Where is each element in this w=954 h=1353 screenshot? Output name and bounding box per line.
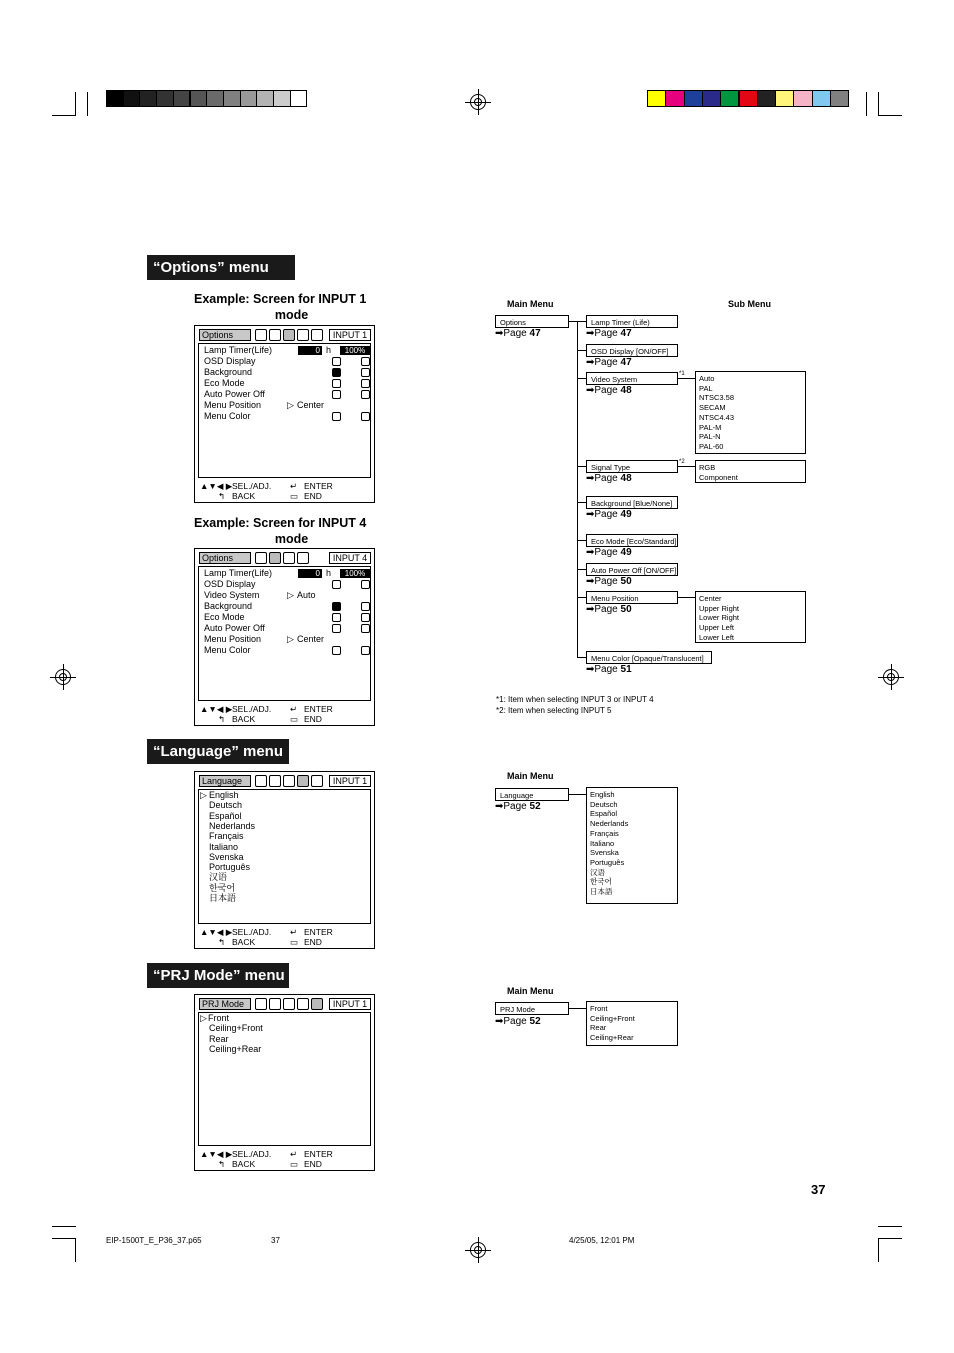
crop-mark xyxy=(75,1238,76,1262)
arrow-keys-icon: ▲▼◀ ▶ xyxy=(200,927,233,937)
enter-icon: ↵ xyxy=(290,1149,298,1159)
crop-mark xyxy=(878,1238,879,1262)
osd-row: Background xyxy=(204,601,253,611)
osd-row: Eco Mode xyxy=(204,378,245,388)
options-tab-icon xyxy=(283,329,295,341)
submenu-option: Lower Left xyxy=(699,632,735,642)
prj-mode-menu-heading: “PRJ Mode” menu xyxy=(147,963,289,988)
osd-row: Auto Power Off xyxy=(204,623,265,633)
osd-tab-name: PRJ Mode xyxy=(199,998,251,1010)
arrow-keys-icon: ▲▼◀ ▶ xyxy=(200,481,233,491)
example-input1-line2: mode xyxy=(274,308,309,322)
tree-connector xyxy=(577,657,586,658)
osd-option: Español xyxy=(209,810,242,821)
submenu-option: NTSC3.58 xyxy=(699,393,735,403)
back-label: BACK xyxy=(232,714,256,724)
registration-target-icon xyxy=(55,669,71,685)
page-reference: ➡Page 51 xyxy=(586,664,632,675)
tree-connector xyxy=(677,597,695,598)
osd-row: Video System xyxy=(204,590,260,600)
options-tab-icon xyxy=(269,552,281,564)
fine-sync-tab-icon xyxy=(269,998,281,1010)
auto-power-off-on-icon xyxy=(332,390,341,399)
main-menu-label: Main Menu xyxy=(507,299,554,309)
menu-position-value: Center xyxy=(297,400,325,410)
lamp-life-percent: 100% xyxy=(340,569,370,578)
page-reference: ➡Page 50 xyxy=(586,576,632,587)
osd-option: 日本語 xyxy=(209,893,237,903)
language-main-box: Language xyxy=(495,788,569,801)
submenu-item-box: Video System xyxy=(586,372,678,385)
input-indicator: INPUT 4 xyxy=(329,552,371,564)
osd-prj-mode xyxy=(194,994,375,1171)
osd-language xyxy=(194,771,375,949)
input-indicator: INPUT 1 xyxy=(329,775,371,787)
language-list xyxy=(198,789,371,924)
footnote-2: *2: Item when selecting INPUT 5 xyxy=(496,706,612,715)
registration-target-icon xyxy=(883,669,899,685)
options-page-ref: ➡Page 47 xyxy=(495,328,541,339)
osd-option: Svenska xyxy=(209,851,244,862)
color-swatch xyxy=(190,90,208,107)
crop-mark xyxy=(878,1238,902,1239)
osd-row: Eco Mode xyxy=(204,612,245,622)
main-menu-label: Main Menu xyxy=(507,771,554,781)
color-swatch xyxy=(223,90,241,107)
example-input4-line1: Example: Screen for INPUT 4 xyxy=(194,516,367,530)
main-menu-label: Main Menu xyxy=(507,986,554,996)
arrow-keys-icon: ▲▼◀ ▶ xyxy=(200,1149,233,1159)
submenu-item-box: Lamp Timer (Life) xyxy=(586,315,678,328)
back-icon: ↰ xyxy=(218,1159,226,1169)
submenu-option: Nederlands xyxy=(590,819,629,829)
tree-connector xyxy=(577,540,586,541)
color-swatch xyxy=(702,90,721,107)
auto-power-off-on-icon xyxy=(332,624,341,633)
arrow-keys-icon: ▲▼◀ ▶ xyxy=(200,704,233,714)
language-tab-icon xyxy=(297,329,309,341)
end-label: END xyxy=(304,937,322,947)
submenu-option: Svenska xyxy=(590,848,619,858)
submenu-option: Upper Left xyxy=(699,623,735,633)
eco-mode-icon xyxy=(332,379,341,388)
sub-menu-label: Sub Menu xyxy=(728,299,771,309)
submenu-option: Front xyxy=(590,1004,608,1013)
tree-connector xyxy=(577,466,586,467)
end-label: END xyxy=(304,491,322,501)
enter-icon: ↵ xyxy=(290,704,298,714)
options-tab-icon xyxy=(283,998,295,1010)
submenu-items xyxy=(590,790,674,897)
selector-arrow-icon: ▷ xyxy=(287,400,294,410)
submenu-option: PAL xyxy=(699,383,713,393)
tree-connector xyxy=(577,350,586,351)
enter-label: ENTER xyxy=(304,481,333,491)
submenu-option: Ceiling+Front xyxy=(590,1013,635,1023)
page-reference: ➡Page 49 xyxy=(586,509,632,520)
submenu-item-box: Background [Blue/None] xyxy=(586,496,678,509)
enter-label: ENTER xyxy=(304,704,333,714)
language-tab-icon xyxy=(297,998,309,1010)
example-input4-line2: mode xyxy=(274,532,309,546)
enter-icon: ↵ xyxy=(290,481,298,491)
page-reference: ➡Page 50 xyxy=(586,604,632,615)
submenu-option: Português xyxy=(590,857,625,867)
enter-label: ENTER xyxy=(304,1149,333,1159)
crop-mark xyxy=(878,115,902,116)
standard-mode-icon xyxy=(361,613,370,622)
menu-position-submenu xyxy=(695,591,806,643)
submenu-option: PAL-M xyxy=(699,422,722,432)
color-swatch xyxy=(757,90,776,107)
lamp-life-percent: 100% xyxy=(340,346,370,355)
standard-mode-icon xyxy=(361,379,370,388)
osd-on-icon xyxy=(332,357,341,366)
color-swatch xyxy=(256,90,274,107)
selector-arrow-icon: ▷ xyxy=(200,790,207,800)
osd-row: Menu Position xyxy=(204,634,262,644)
footnote-mark: *1 xyxy=(679,371,685,377)
background-blue-icon xyxy=(332,368,341,377)
submenu-items xyxy=(699,594,802,643)
page-number: 37 xyxy=(811,1182,826,1197)
page-reference: ➡Page 47 xyxy=(586,357,632,368)
end-label: END xyxy=(304,714,322,724)
color-swatch xyxy=(775,90,794,107)
color-swatch xyxy=(123,90,141,107)
submenu-option: NTSC4.43 xyxy=(699,412,735,422)
example-input1-line1: Example: Screen for INPUT 1 xyxy=(194,292,367,306)
submenu-option: 한국어 xyxy=(590,877,612,887)
submenu-item-box: Menu Position xyxy=(586,591,678,604)
fine-sync-tab-icon xyxy=(269,329,281,341)
osd-option: Nederlands xyxy=(209,820,256,831)
tree-connector xyxy=(577,321,586,322)
osd-options-input1 xyxy=(194,325,375,503)
sel-adj-label: SEL./ADJ. xyxy=(232,481,272,491)
osd-option: English xyxy=(209,790,239,800)
submenu-option: Component xyxy=(699,472,738,482)
tree-connector xyxy=(577,378,586,379)
end-icon: ▭ xyxy=(290,714,299,724)
back-icon: ↰ xyxy=(218,491,226,501)
osd-option: Rear xyxy=(209,1033,229,1044)
submenu-option: PAL-60 xyxy=(699,441,724,451)
slug-page: 37 xyxy=(271,1236,280,1245)
prj-mode-tab-icon xyxy=(311,998,323,1010)
osd-row: Menu Color xyxy=(204,411,251,421)
color-swatch xyxy=(739,90,758,107)
back-icon: ↰ xyxy=(218,714,226,724)
language-submenu xyxy=(586,787,678,904)
submenu-option: Center xyxy=(699,594,722,603)
osd-row: OSD Display xyxy=(204,579,256,589)
language-page-ref: ➡Page 52 xyxy=(495,801,541,812)
auto-power-off-off-icon xyxy=(361,390,370,399)
color-swatch xyxy=(173,90,191,107)
color-swatch xyxy=(273,90,291,107)
sel-adj-label: SEL./ADJ. xyxy=(232,1149,272,1159)
background-blue-icon xyxy=(332,602,341,611)
picture-tab-icon xyxy=(255,552,267,564)
options-menu-heading: “Options” menu xyxy=(147,255,295,280)
osd-row: Lamp Timer(Life) xyxy=(204,568,273,578)
lamp-hours-bar xyxy=(298,346,322,355)
submenu-items xyxy=(699,374,802,452)
submenu-item-box: OSD Display [ON/OFF] xyxy=(586,344,678,357)
footnote-1: *1: Item when selecting INPUT 3 or INPUT 4 xyxy=(496,695,654,704)
video-system-value: Auto xyxy=(297,590,316,600)
osd-row: Lamp Timer(Life) xyxy=(204,345,273,355)
color-swatch xyxy=(156,90,174,107)
options-main-box: Options xyxy=(495,315,569,328)
osd-options-input4 xyxy=(194,548,375,726)
color-swatch xyxy=(139,90,157,107)
color-swatch xyxy=(647,90,666,107)
example-input4-caption xyxy=(194,515,389,547)
menu-position-value: Center xyxy=(297,634,325,644)
submenu-option: Italiano xyxy=(590,838,615,848)
submenu-option: Deutsch xyxy=(590,799,618,809)
submenu-option: PAL-N xyxy=(699,432,721,442)
osd-option: Front xyxy=(208,1013,230,1023)
back-icon: ↰ xyxy=(218,937,226,947)
menu-color-translucent-icon xyxy=(361,646,370,655)
registration-target-icon xyxy=(470,94,486,110)
osd-row: OSD Display xyxy=(204,356,256,366)
submenu-option: Français xyxy=(590,828,619,838)
picture-tab-icon xyxy=(255,329,267,341)
prj-mode-page-ref: ➡Page 52 xyxy=(495,1016,541,1027)
back-label: BACK xyxy=(232,937,256,947)
tree-connector xyxy=(577,569,586,570)
prj-mode-tab-icon xyxy=(311,329,323,341)
slug-date: 4/25/05, 12:01 PM xyxy=(569,1236,635,1245)
submenu-item-box: Eco Mode [Eco/Standard] xyxy=(586,534,678,547)
submenu-option: SECAM xyxy=(699,403,726,413)
crop-mark xyxy=(52,1238,76,1239)
hours-unit: h xyxy=(326,568,332,578)
submenu-option: Auto xyxy=(699,374,715,383)
tree-trunk-line xyxy=(577,321,578,658)
color-swatch xyxy=(720,90,739,107)
prj-mode-tab-icon xyxy=(311,775,323,787)
osd-on-icon xyxy=(332,580,341,589)
submenu-option: RGB xyxy=(699,463,716,472)
osd-option: 한국어 xyxy=(209,882,236,893)
submenu-items xyxy=(699,463,802,482)
language-tab-icon xyxy=(283,552,295,564)
tree-connector xyxy=(569,794,587,795)
submenu-option: 日本語 xyxy=(590,887,613,897)
prj-mode-submenu xyxy=(586,1001,678,1046)
lamp-hours: 0 xyxy=(315,569,320,578)
color-swatch xyxy=(106,90,124,107)
osd-tab-name: Language xyxy=(199,775,251,787)
tree-connector xyxy=(677,378,695,379)
osd-option: Ceiling+Rear xyxy=(209,1043,262,1054)
osd-option: Ceiling+Front xyxy=(209,1023,263,1034)
submenu-item-box: Auto Power Off [ON/OFF] xyxy=(586,563,678,576)
slug-filename: EIP-1500T_E_P36_37.p65 xyxy=(106,1236,202,1245)
crop-mark xyxy=(866,92,867,116)
end-icon: ▭ xyxy=(290,1159,299,1169)
hours-unit: h xyxy=(326,345,332,355)
background-none-icon xyxy=(361,602,370,611)
osd-option: 汉语 xyxy=(209,872,228,883)
registration-target-icon xyxy=(470,1242,486,1258)
submenu-option: Rear xyxy=(590,1023,607,1033)
footnote-mark: *2 xyxy=(679,459,685,465)
language-tab-icon xyxy=(297,775,309,787)
menu-color-opaque-icon xyxy=(332,412,341,421)
selector-arrow-icon: ▷ xyxy=(200,1013,207,1023)
sel-adj-label: SEL./ADJ. xyxy=(232,927,272,937)
submenu-option: Upper Right xyxy=(699,603,740,613)
osd-tab-name: Options xyxy=(199,552,251,564)
submenu-option: Español xyxy=(590,809,618,819)
crop-mark xyxy=(878,92,879,116)
color-swatch xyxy=(290,90,308,107)
menu-color-opaque-icon xyxy=(332,646,341,655)
picture-tab-icon xyxy=(255,998,267,1010)
tree-connector xyxy=(577,502,586,503)
osd-row: Menu Position xyxy=(204,400,262,410)
input-indicator: INPUT 1 xyxy=(329,998,371,1010)
submenu-option: Lower Right xyxy=(699,613,740,623)
osd-row: Background xyxy=(204,367,253,377)
crop-mark xyxy=(87,92,88,116)
enter-label: ENTER xyxy=(304,927,333,937)
color-swatch xyxy=(240,90,258,107)
submenu-option: Ceiling+Rear xyxy=(590,1033,634,1043)
crop-mark xyxy=(75,92,76,116)
prj-mode-tab-icon xyxy=(297,552,309,564)
osd-off-icon xyxy=(361,357,370,366)
end-icon: ▭ xyxy=(290,937,299,947)
video-system-submenu xyxy=(695,371,806,454)
submenu-option: English xyxy=(590,790,615,799)
color-swatch xyxy=(206,90,224,107)
prj-mode-main-box: PRJ Mode xyxy=(495,1002,569,1015)
language-menu-heading: “Language” menu xyxy=(147,739,289,764)
enter-icon: ↵ xyxy=(290,927,298,937)
back-label: BACK xyxy=(232,491,256,501)
menu-color-translucent-icon xyxy=(361,412,370,421)
sel-adj-label: SEL./ADJ. xyxy=(232,704,272,714)
submenu-option: 汉语 xyxy=(590,867,605,877)
osd-off-icon xyxy=(361,580,370,589)
input-indicator: INPUT 1 xyxy=(329,329,371,341)
crop-mark xyxy=(52,1226,76,1227)
selector-arrow-icon: ▷ xyxy=(287,634,294,644)
end-label: END xyxy=(304,1159,322,1169)
options-tab-icon xyxy=(283,775,295,787)
osd-option: Italiano xyxy=(209,841,239,852)
back-label: BACK xyxy=(232,1159,256,1169)
osd-option: Deutsch xyxy=(209,800,243,811)
eco-mode-icon xyxy=(332,613,341,622)
tree-connector xyxy=(677,466,695,467)
tree-connector xyxy=(577,597,586,598)
signal-type-submenu xyxy=(695,460,806,483)
crop-mark xyxy=(878,1226,902,1227)
background-none-icon xyxy=(361,368,370,377)
end-icon: ▭ xyxy=(290,491,299,501)
page-reference: ➡Page 47 xyxy=(586,328,632,339)
color-swatch xyxy=(830,90,849,107)
picture-tab-icon xyxy=(255,775,267,787)
selector-arrow-icon: ▷ xyxy=(287,590,294,600)
color-swatch xyxy=(665,90,684,107)
color-swatch xyxy=(684,90,703,107)
submenu-item-box: Signal Type xyxy=(586,460,678,473)
page-reference: ➡Page 49 xyxy=(586,547,632,558)
auto-power-off-off-icon xyxy=(361,624,370,633)
lamp-hours-bar xyxy=(298,569,322,578)
osd-tab-name: Options xyxy=(199,329,251,341)
example-input1-caption xyxy=(194,291,389,323)
submenu-item-box: Menu Color [Opaque/Translucent] xyxy=(586,651,712,664)
submenu-items xyxy=(590,1004,674,1043)
osd-option: Português xyxy=(209,862,251,873)
color-swatch xyxy=(793,90,812,107)
color-swatch xyxy=(812,90,831,107)
page-reference: ➡Page 48 xyxy=(586,473,632,484)
osd-row: Auto Power Off xyxy=(204,389,265,399)
page-reference: ➡Page 48 xyxy=(586,385,632,396)
osd-row: Menu Color xyxy=(204,645,251,655)
osd-option: Français xyxy=(209,831,244,842)
tree-connector xyxy=(569,1008,587,1009)
fine-sync-tab-icon xyxy=(269,775,281,787)
crop-mark xyxy=(52,115,76,116)
prj-mode-list xyxy=(198,1012,371,1146)
lamp-hours: 0 xyxy=(315,346,320,355)
